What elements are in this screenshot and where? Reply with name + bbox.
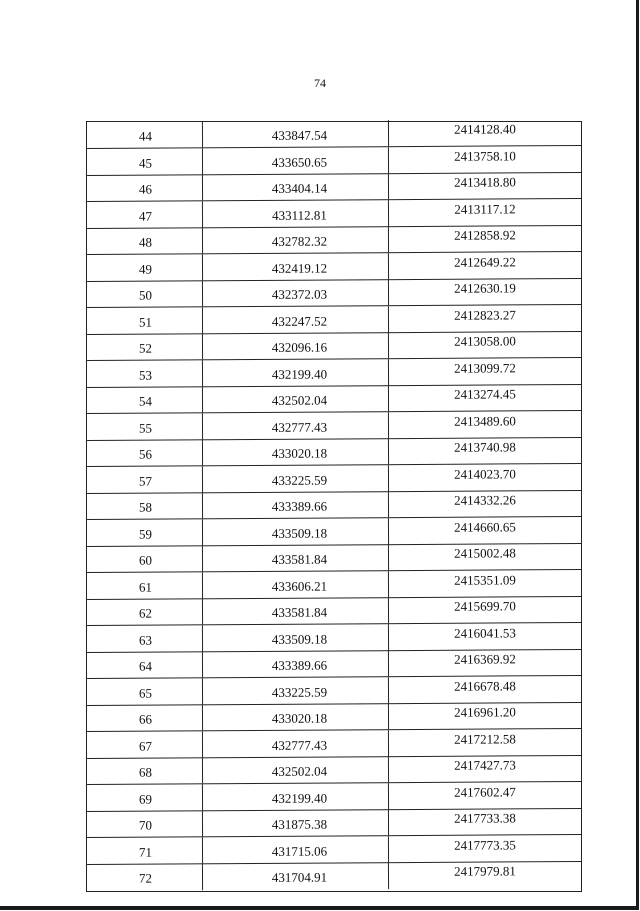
point-number-cell: 66 (87, 704, 203, 730)
x-coordinate-cell: 432502.04 (203, 756, 389, 783)
point-number-cell: 45 (87, 148, 203, 174)
y-coordinate-cell: 2417979.81 (454, 863, 516, 880)
point-number-cell: 46 (87, 174, 203, 200)
x-coordinate-cell: 433020.18 (203, 703, 389, 730)
table-row (87, 410, 581, 440)
table-row (87, 702, 581, 732)
table-row (87, 543, 581, 573)
y-coordinate-cell: 2416961.20 (454, 704, 516, 720)
x-coordinate-cell: 431715.06 (203, 836, 389, 863)
y-coordinate-cell: 2413489.60 (454, 412, 516, 429)
x-coordinate-cell: 432199.40 (203, 783, 389, 810)
table-row (87, 622, 581, 652)
point-number-cell: 54 (87, 386, 203, 412)
coordinate-table (86, 121, 582, 892)
x-coordinate-cell: 433389.66 (203, 650, 389, 677)
x-coordinate-cell: 431704.91 (203, 862, 389, 890)
x-coordinate-cell: 432777.43 (203, 412, 389, 439)
point-number-cell: 60 (87, 545, 203, 571)
table-row (87, 808, 581, 838)
x-coordinate-cell: 433389.66 (203, 491, 389, 518)
y-coordinate-cell: 2417773.35 (454, 836, 516, 853)
y-coordinate-cell: 2412858.92 (454, 227, 516, 243)
y-coordinate-cell: 2417212.58 (454, 730, 516, 747)
y-coordinate-cell: 2415351.09 (454, 571, 516, 588)
point-number-cell: 62 (87, 598, 203, 624)
point-number-cell: 51 (87, 307, 203, 333)
point-number-cell: 48 (87, 227, 203, 253)
y-coordinate-cell: 2415699.70 (454, 598, 516, 614)
y-coordinate-cell: 2417602.47 (454, 783, 516, 800)
y-coordinate-cell: 2413099.72 (454, 359, 516, 376)
page-number: 74 (314, 76, 326, 90)
x-coordinate-cell: 433847.54 (203, 120, 389, 147)
point-number-cell: 69 (87, 784, 203, 810)
point-number-cell: 44 (87, 121, 203, 147)
y-coordinate-cell: 2414023.70 (454, 465, 516, 482)
point-number-cell: 65 (87, 678, 203, 704)
x-coordinate-cell: 432247.52 (203, 306, 389, 333)
point-number-cell: 55 (87, 413, 203, 439)
y-coordinate-cell: 2413740.98 (454, 439, 516, 455)
table-row (87, 145, 581, 175)
point-number-cell: 53 (87, 360, 203, 386)
y-coordinate-cell: 2416678.48 (454, 677, 516, 694)
point-number-cell: 68 (87, 757, 203, 783)
x-coordinate-cell: 433112.81 (203, 200, 389, 227)
x-coordinate-cell: 433509.18 (203, 518, 389, 545)
x-coordinate-cell: 432502.04 (203, 385, 389, 412)
point-number-cell: 52 (87, 333, 203, 359)
y-coordinate-cell: 2412649.22 (454, 253, 516, 270)
x-coordinate-cell: 432372.03 (203, 279, 389, 306)
x-coordinate-cell: 433225.59 (203, 677, 389, 704)
y-coordinate-cell: 2412823.27 (454, 306, 516, 323)
y-coordinate-cell: 2415002.48 (454, 545, 516, 561)
y-coordinate-cell: 2417733.38 (454, 810, 516, 826)
table-row (87, 728, 581, 758)
x-coordinate-cell: 432096.16 (203, 332, 389, 359)
x-coordinate-cell: 431875.38 (203, 809, 389, 836)
point-number-cell: 58 (87, 492, 203, 518)
point-number-cell: 71 (87, 837, 203, 863)
x-coordinate-cell: 433225.59 (203, 465, 389, 492)
y-coordinate-cell: 2417427.73 (454, 757, 516, 773)
table-row (87, 516, 581, 546)
table-row (87, 384, 581, 414)
y-coordinate-cell: 2413418.80 (454, 174, 516, 190)
x-coordinate-cell: 432419.12 (203, 253, 389, 280)
table-row (87, 781, 581, 811)
point-number-cell: 61 (87, 572, 203, 598)
table-row (87, 357, 581, 387)
table-row (87, 463, 581, 493)
table-row (87, 225, 581, 255)
table-row (87, 569, 581, 599)
table-row (87, 304, 581, 334)
table-row (87, 675, 581, 705)
point-number-cell: 70 (87, 810, 203, 836)
point-number-cell: 64 (87, 651, 203, 677)
x-coordinate-cell: 433581.84 (203, 597, 389, 624)
y-coordinate-cell: 2416041.53 (454, 624, 516, 641)
y-coordinate-cell: 2413058.00 (454, 333, 516, 349)
point-number-cell: 72 (87, 863, 203, 890)
y-coordinate-cell: 2413758.10 (454, 147, 516, 164)
y-coordinate-cell: 2413117.12 (454, 200, 516, 217)
x-coordinate-cell: 433020.18 (203, 438, 389, 465)
table-row (87, 861, 581, 891)
x-coordinate-cell: 432782.32 (203, 226, 389, 253)
x-coordinate-cell: 432777.43 (203, 730, 389, 757)
x-coordinate-cell: 433404.14 (203, 173, 389, 200)
y-coordinate-cell: 2413274.45 (454, 386, 516, 402)
x-coordinate-cell: 433606.21 (203, 571, 389, 598)
x-coordinate-cell: 433509.18 (203, 624, 389, 651)
table-row (87, 755, 581, 785)
y-coordinate-cell: 2412630.19 (454, 280, 516, 296)
y-coordinate-cell: 2414128.40 (454, 121, 516, 137)
table-row (87, 251, 581, 281)
point-number-cell: 57 (87, 466, 203, 492)
table-row (87, 834, 581, 864)
table-row (87, 278, 581, 308)
table-row (87, 596, 581, 626)
table-row (87, 437, 581, 467)
y-coordinate-cell: 2414660.65 (454, 518, 516, 535)
table-row (87, 490, 581, 520)
point-number-cell: 47 (87, 201, 203, 227)
point-number-cell: 56 (87, 439, 203, 465)
y-coordinate-cell: 2414332.26 (454, 492, 516, 508)
table-row (87, 198, 581, 228)
x-coordinate-cell: 433650.65 (203, 147, 389, 174)
y-coordinate-cell: 2416369.92 (454, 651, 516, 667)
point-number-cell: 67 (87, 731, 203, 757)
table-row (87, 649, 581, 679)
x-coordinate-cell: 432199.40 (203, 359, 389, 386)
table-row (87, 331, 581, 361)
point-number-cell: 50 (87, 280, 203, 306)
point-number-cell: 59 (87, 519, 203, 545)
table-row (87, 172, 581, 202)
point-number-cell: 63 (87, 625, 203, 651)
table-row (87, 119, 581, 149)
x-coordinate-cell: 433581.84 (203, 544, 389, 571)
point-number-cell: 49 (87, 254, 203, 280)
